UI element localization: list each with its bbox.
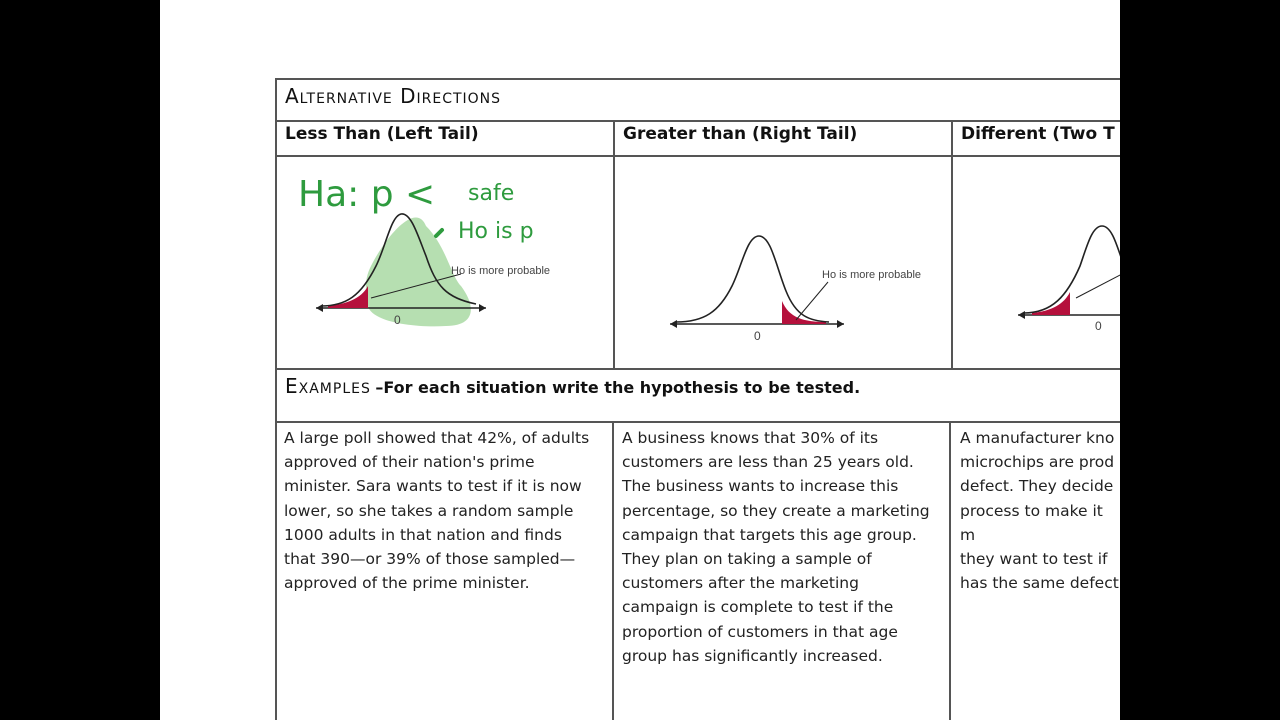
example-business-text: A business knows that 30% of its customers are less than 25 years old. The business wants to increase this percentage, so they create a marketing campaign that targets this age group. They plan on taking a sample of customers after the marketing campaign is complete to test if the proportion of customers in that age group has significantly increased. (622, 429, 930, 665)
right-tail-curve-graph (614, 156, 952, 368)
handwritten-arrow (436, 230, 442, 236)
example-poll-text: A large poll showed that 42%, of adults approved of their nation's prime minister. Sara wants to test if it is now lower, so she takes a random sample 1000 adults in that nation and finds that 390—or 39% of those sampled— approved of the prime minister. (284, 429, 590, 593)
label-pointer (796, 282, 828, 320)
column-header-right-tail: Greater than (Right Tail) (623, 124, 858, 144)
examples-header (285, 374, 860, 398)
column-header-two-tail: Different (Two T (961, 124, 1115, 144)
column-divider-2-lower (949, 421, 951, 720)
bell-curve (1024, 226, 1120, 313)
examples-title: Examples (285, 374, 371, 398)
axis-arrow-left (670, 320, 677, 328)
bell-curve (676, 236, 829, 322)
examples-instruction: –For each situation write the hypothesis to be tested. (375, 378, 861, 397)
table-top-border (275, 78, 1120, 80)
axis-zero-label: 0 (754, 329, 761, 343)
ho-more-probable-label: Ho is more probable (451, 265, 551, 277)
label-pointer (1076, 274, 1120, 298)
axis-zero-label: 0 (394, 313, 401, 327)
examples-row-divider (275, 421, 1120, 423)
axis-zero-label: 0 (1095, 319, 1102, 333)
worksheet-page (160, 0, 1120, 720)
ho-more-probable-label: Ho is more probable (822, 269, 922, 281)
example-manufacturer-text: A manufacturer kno microchips are prod defect. They decide process to make it m they want to test if has the same defect (960, 429, 1119, 593)
handwritten-annotation (290, 158, 590, 258)
axis-arrow-right (837, 320, 844, 328)
column-header-left-tail: Less Than (Left Tail) (285, 124, 479, 144)
axis-arrow-right (479, 304, 486, 312)
handwritten-ha: Ha: p < (298, 174, 436, 215)
handwritten-ho-is-p: Ho is p (458, 219, 534, 244)
axis-arrow-left (1018, 311, 1025, 319)
two-tail-curve-graph (952, 156, 1120, 368)
table-title: Alternative Directions (285, 84, 502, 108)
graph-row-divider (275, 368, 1120, 370)
title-row-divider (275, 120, 1120, 122)
handwritten-safe: safe (468, 181, 515, 206)
